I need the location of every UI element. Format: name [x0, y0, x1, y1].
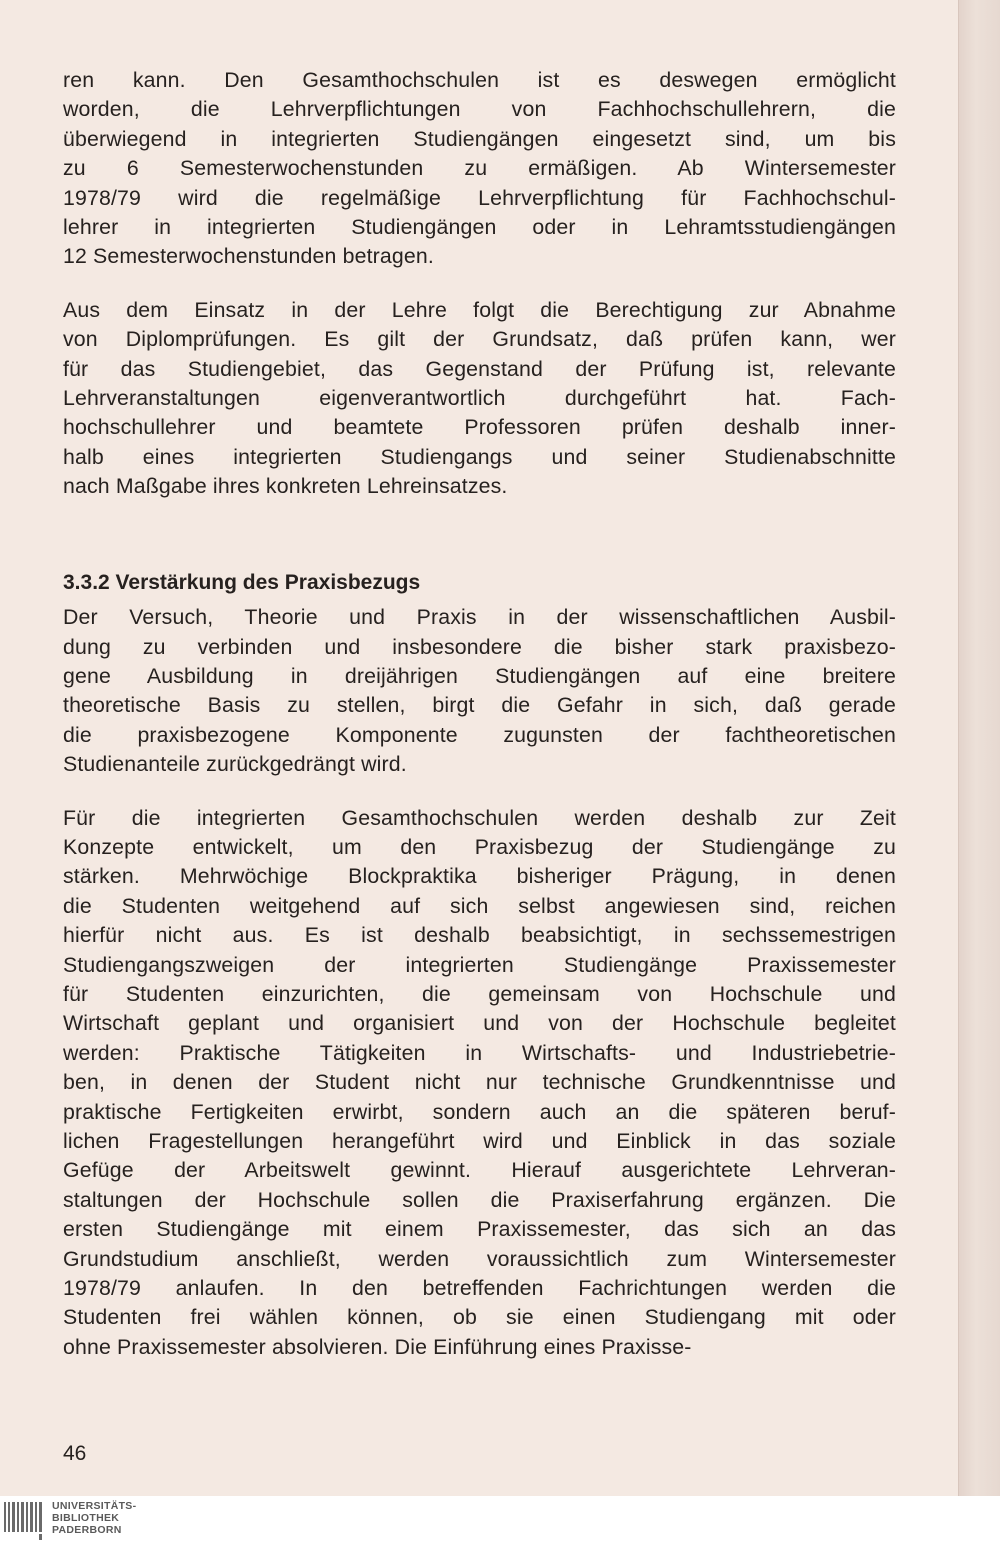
text-line: von Diplomprüfungen. Es gilt der Grundsatz, daß prüfen kann, wer: [63, 327, 896, 352]
logo-line-1: UNIVERSITÄTS-: [52, 1500, 137, 1512]
text-line: Studenten frei wählen können, ob sie einen Studiengang mit oder: [63, 1305, 896, 1330]
text-line: nach Maßgabe ihres konkreten Lehreinsatzes.: [63, 474, 508, 499]
text-line: Studienanteile zurückgedrängt wird.: [63, 752, 407, 777]
text-line: werden: Praktische Tätigkeiten in Wirtschafts- und Industriebetrie-: [63, 1040, 896, 1065]
logo-line-3: PADERBORN: [52, 1524, 122, 1536]
text-line: 12 Semesterwochenstunden betragen.: [63, 244, 434, 269]
text-line: ersten Studiengänge mit einem Praxissemester, das sich an das: [63, 1217, 896, 1242]
text-line: halb eines integrierten Studiengangs und seiner Studienabschnitte: [63, 444, 896, 469]
text-line: Studiengangszweigen der integrierten Studiengänge Praxissemester: [63, 952, 896, 977]
text-line: für das Studiengebiet, das Gegenstand der Prüfung ist, relevante: [63, 356, 896, 381]
text-line: die praxisbezogene Komponente zugunsten der fachtheoretischen: [63, 722, 896, 747]
text-line: staltungen der Hochschule sollen die Praxiserfahrung ergänzen. Die: [63, 1187, 896, 1212]
text-line: ren kann. Den Gesamthochschulen ist es deswegen ermöglicht: [63, 68, 896, 92]
text-line: Wirtschaft geplant und organisiert und von der Hochschule begleitet: [63, 1011, 896, 1036]
text-line: Konzepte entwickelt, um den Praxisbezug der Studiengänge zu: [63, 834, 896, 859]
paragraph-1: [63, 66, 896, 272]
text-line: gene Ausbildung in dreijährigen Studiengängen auf eine breitere: [63, 663, 896, 688]
text-line: Lehrveranstaltungen eigenverantwortlich durchgeführt hat. Fach-: [63, 386, 896, 411]
text-line: hochschullehrer und beamtete Professoren prüfen deshalb inner-: [63, 415, 896, 440]
text-line: Aus dem Einsatz in der Lehre folgt die Berechtigung zur Abnahme: [63, 297, 896, 322]
text-line: ben, in denen der Student nicht nur technische Grundkenntnisse und: [63, 1070, 896, 1095]
library-logo-icon: [4, 1502, 44, 1540]
text-line: ohne Praxissemester absolvieren. Die Einführung eines Praxisse-: [63, 1334, 692, 1359]
page-body: [63, 66, 896, 1362]
text-line: stärken. Mehrwöchige Blockpraktika bisheriger Prägung, in denen: [63, 864, 896, 889]
text-line: theoretische Basis zu stellen, birgt die Gefahr in sich, daß gerade: [63, 693, 896, 718]
page-number: 46: [63, 1442, 87, 1465]
text-line: lichen Fragestellungen herangeführt wird und Einblick in das soziale: [63, 1129, 896, 1153]
page-gutter: [958, 0, 1000, 1496]
text-line: 1978/79 anlaufen. In den betreffenden Fachrichtungen werden die: [63, 1276, 896, 1301]
logo-line-2: BIBLIOTHEK: [52, 1512, 120, 1524]
text-line: worden, die Lehrverpflichtungen von Fachhochschullehrern, die: [63, 97, 896, 122]
library-logo-text: [52, 1500, 136, 1536]
paragraph-3: [63, 603, 896, 779]
text-line: Für die integrierten Gesamthochschulen werden deshalb zur Zeit: [63, 805, 896, 830]
text-line: überwiegend in integrierten Studiengängen eingesetzt sind, um bis: [63, 126, 896, 151]
text-line: hierfür nicht aus. Es ist deshalb beabsichtigt, in sechssemestrigen: [63, 923, 896, 948]
text-line: 1978/79 wird die regelmäßige Lehrverpflichtung für Fachhochschul-: [63, 185, 896, 210]
text-line: lehrer in integrierten Studiengängen oder in Lehramtsstudiengängen: [63, 215, 896, 240]
text-line: Der Versuch, Theorie und Praxis in der wissenschaftlichen Ausbil-: [63, 605, 896, 630]
library-footer: [0, 1496, 1000, 1546]
text-line: Grundstudium anschließt, werden voraussichtlich zum Wintersemester: [63, 1246, 896, 1271]
paragraph-2: [63, 296, 896, 502]
paragraph-4: [63, 804, 896, 1363]
text-line: für Studenten einzurichten, die gemeinsam von Hochschule und: [63, 981, 896, 1006]
section-heading: 3.3.2 Verstärkung des Praxisbezugs: [63, 570, 421, 594]
text-line: die Studenten weitgehend auf sich selbst angewiesen sind, reichen: [63, 893, 896, 918]
text-line: Gefüge der Arbeitswelt gewinnt. Hierauf ausgerichtete Lehrveran-: [63, 1158, 896, 1183]
text-line: zu 6 Semesterwochenstunden zu ermäßigen. Ab Wintersemester: [63, 156, 896, 181]
text-line: praktische Fertigkeiten erwirbt, sondern auch an die späteren beruf-: [63, 1099, 896, 1124]
text-line: dung zu verbinden und insbesondere die bisher stark praxisbezo-: [63, 634, 896, 659]
